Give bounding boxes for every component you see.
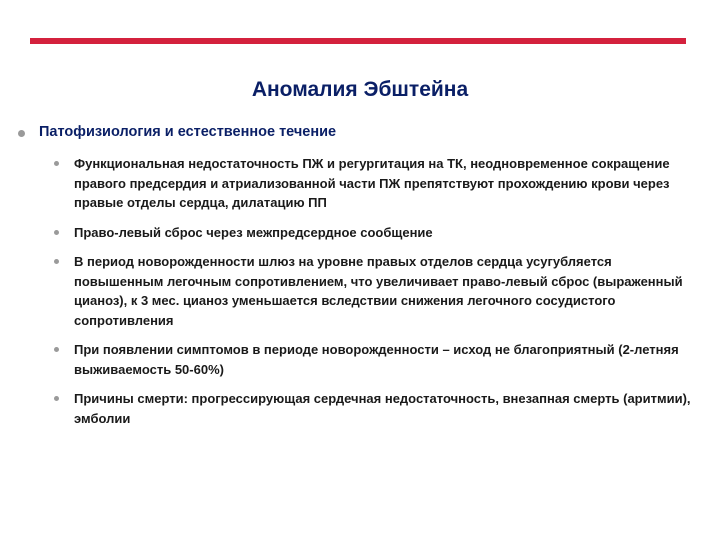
bullet-dot-icon: [54, 230, 59, 235]
list-item: [54, 389, 708, 428]
bullet-dot-icon: [54, 396, 59, 401]
list-item-text: При появлении симптомов в периоде новорожденности – исход не благоприятный (2-летняя выживаемость 50-60%): [74, 342, 679, 377]
list-item-text: Причины смерти: прогрессирующая сердечная недостаточность, внезапная смерть (аритмии), эмболии: [74, 391, 691, 426]
bullet-dot-icon: [54, 259, 59, 264]
content-section: [18, 124, 708, 438]
bullet-list: [18, 154, 708, 428]
top-accent-rule: [30, 38, 686, 44]
list-item: [54, 223, 708, 243]
bullet-dot-icon: [54, 161, 59, 166]
list-item: [54, 340, 708, 379]
list-item-text: Функциональная недостаточность ПЖ и регургитация на ТК, неодновременное сокращение правого предсердия и атриализованной части ПЖ препятствуют прохождению крови через правые отделы сердца, дилатацию ПП: [74, 156, 670, 210]
list-item: [54, 154, 708, 213]
section-heading-row: [18, 124, 708, 140]
list-item-text: В период новорожденности шлюз на уровне правых отделов сердца усугубляется повышенным легочным сопротивлением, что увеличивает право-левый сброс (выраженный цианоз), к 3 мес. цианоз уменьшается вследствии снижения легочного сосудистого сопротивления: [74, 254, 683, 328]
slide-title: Аномалия Эбштейна: [251, 78, 469, 101]
section-heading: Патофизиология и естественное течение: [39, 124, 337, 140]
list-item: [54, 252, 708, 330]
bullet-dot-icon: [18, 130, 25, 137]
list-item-text: Право-левый сброс через межпредсердное сообщение: [74, 224, 433, 240]
bullet-dot-icon: [54, 347, 59, 352]
